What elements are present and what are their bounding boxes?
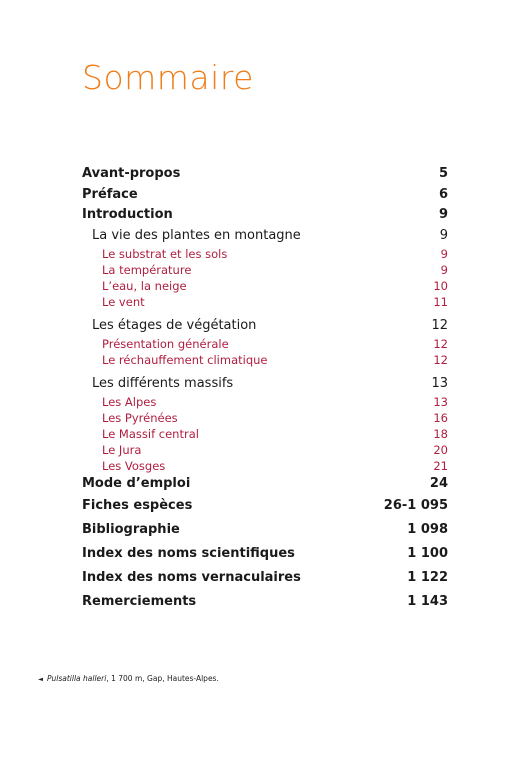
toc-entry-pyrenees (82, 410, 448, 426)
toc-label: Les Pyrénées (102, 410, 178, 425)
caption-species: Pulsatilla halleri (47, 674, 107, 683)
toc-entry-eau-neige (82, 278, 448, 294)
toc-label: Index des noms vernaculaires (82, 570, 301, 585)
toc-label: La vie des plantes en montagne (92, 227, 301, 243)
table-of-contents (82, 164, 448, 614)
toc-entry-vosges (82, 458, 448, 474)
toc-label: Les Alpes (102, 394, 157, 409)
toc-page: 9 (440, 246, 448, 261)
caption-details: , 1 700 m, Gap, Hautes-Alpes. (106, 674, 219, 683)
toc-page: 13 (431, 375, 448, 391)
toc-label: Préface (82, 186, 138, 202)
toc-page: 1 098 (407, 522, 448, 537)
toc-page: 9 (438, 207, 448, 222)
toc-entry-avant-propos (82, 164, 448, 185)
toc-entry-remerciements (82, 590, 448, 614)
toc-label: Les Vosges (102, 458, 166, 473)
left-arrow-icon: ◄ (38, 675, 43, 683)
toc-entry-preface (82, 185, 448, 206)
toc-entry-massif-central (82, 426, 448, 442)
toc-entry-introduction (82, 205, 448, 226)
toc-page: 6 (438, 186, 448, 202)
toc-page: 9 (440, 262, 448, 277)
toc-page: 1 122 (407, 570, 448, 585)
toc-label: Fiches espèces (82, 498, 193, 513)
toc-page: 1 143 (407, 594, 448, 609)
toc-label: Le vent (102, 294, 145, 309)
toc-entry-mode-emploi (82, 474, 448, 495)
toc-label: Avant-propos (82, 166, 181, 181)
toc-label: Le réchauffement climatique (102, 352, 268, 367)
toc-page: 5 (438, 166, 448, 181)
toc-entry-alpes (82, 394, 448, 410)
toc-entry-jura (82, 442, 448, 458)
toc-page: 1 100 (407, 546, 448, 561)
toc-entry-fiches (82, 494, 448, 518)
page-title: Sommaire (82, 58, 254, 97)
toc-entry-bibliographie (82, 518, 448, 542)
toc-entry-substrat (82, 246, 448, 262)
toc-label: Le Massif central (102, 426, 199, 441)
toc-label: Présentation générale (102, 336, 229, 351)
toc-page: 12 (433, 336, 448, 351)
toc-page: 9 (439, 227, 448, 243)
toc-entry-etages (82, 316, 448, 336)
toc-label: L’eau, la neige (102, 278, 187, 293)
toc-entry-presentation (82, 336, 448, 352)
toc-page: 16 (433, 410, 448, 425)
toc-page: 13 (433, 394, 448, 409)
toc-entry-vent (82, 294, 448, 310)
toc-page: 10 (433, 278, 448, 293)
toc-page: 12 (433, 352, 448, 367)
toc-label: Le Jura (102, 442, 142, 457)
toc-page: 11 (433, 294, 448, 309)
toc-label: Bibliographie (82, 522, 180, 537)
toc-entry-massifs (82, 374, 448, 394)
toc-page: 26-1 095 (383, 498, 448, 513)
toc-page: 12 (431, 317, 448, 333)
photo-caption (38, 674, 219, 683)
toc-label: Les différents massifs (92, 375, 234, 391)
toc-page: 21 (433, 458, 448, 473)
toc-entry-temperature (82, 262, 448, 278)
toc-label: Les étages de végétation (92, 317, 257, 333)
toc-page: 18 (433, 426, 448, 441)
toc-label: Remerciements (82, 594, 197, 609)
toc-page: 24 (429, 475, 448, 491)
toc-entry-index-scientifiques (82, 542, 448, 566)
toc-label: Introduction (82, 207, 173, 222)
toc-label: Mode d’emploi (82, 475, 191, 491)
toc-page: 20 (433, 442, 448, 457)
toc-entry-index-vernaculaires (82, 566, 448, 590)
toc-label: Index des noms scientifiques (82, 546, 295, 561)
toc-label: Le substrat et les sols (102, 246, 228, 261)
toc-entry-vie-plantes (82, 226, 448, 246)
toc-label: La température (102, 262, 192, 277)
toc-entry-rechauffement (82, 352, 448, 368)
